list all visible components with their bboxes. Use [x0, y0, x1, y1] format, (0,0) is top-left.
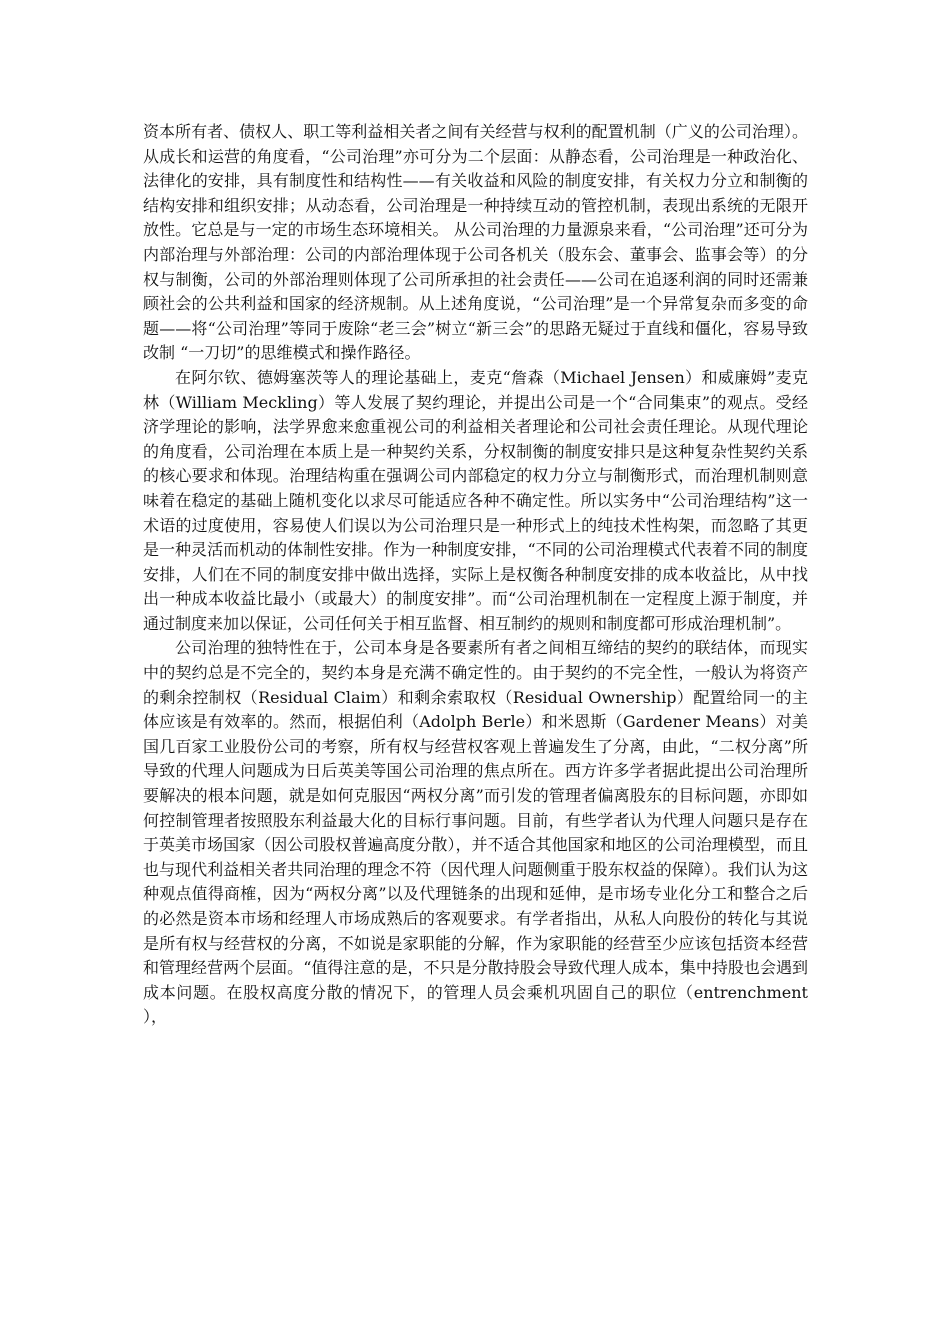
document-body: [143, 120, 808, 1030]
paragraph-1: 资本所有者、债权人、职工等利益相关者之间有关经营与权利的配置机制（广义的公司治理）。从成长和运营的角度看，“公司治理”亦可分为二个层面：从静态看，公司治理是一种政治化、法律化的安排，具有制度性和结构性——有关收益和风险的制度安排，有关权力分立和制衡的结构安排和组织安排；从动态看，公司治理是一种持续互动的管控机制，表现出系统的无限开放性。它总是与一定的市场生态环境相关。 从公司治理的力量源泉来看，“公司治理”还可分为内部治理与外部治理：公司的内部治理体现于公司各机关（股东会、董事会、监事会等）的分权与制衡，公司的外部治理则体现了公司所承担的社会责任——公司在追逐利润的同时还需兼顾社会的公共利益和国家的经济规制。从上述角度说，“公司治理”是一个异常复杂而多变的命题——将“公司治理”等同于废除“老三会”树立“新三会”的思路无疑过于直线和僵化，容易导致改制 “一刀切”的思维模式和操作路径。: [143, 122, 808, 363]
paragraph-2: 在阿尔钦、德姆塞茨等人的理论基础上，麦克“詹森（Michael Jensen）和威廉姆”麦克林（William Meckling）等人发展了契约理论，并提出公司是一个“合同集束”的观点。受经济学理论的影响，法学界愈来愈重视公司的利益相关者理论和公司社会责任理论。从现代理论的角度看，公司治理在本质上是一种契约关系，分权制衡的制度安排只是这种复杂性契约关系的核心要求和体现。治理结构重在强调公司内部稳定的权力分立与制衡形式，而治理机制则意味着在稳定的基础上随机变化以求尽可能适应各种不确定性。所以实务中“公司治理结构”这一术语的过度使用，容易使人们误以为公司治理只是一种形式上的纯技术性构架，而忽略了其更是一种灵活而机动的体制性安排。作为一种制度安排，“不同的公司治理模式代表着不同的制度安排，人们在不同的制度安排中做出选择，实际上是权衡各种制度安排的成本收益比，从中找出一种成本收益比最小（或最大）的制度安排”。而“公司治理机制在一定程度上源于制度，并通过制度来加以保证，公司任何关于相互监督、相互制约的规则和制度都可形成治理机制”。: [143, 367, 808, 633]
paragraph-3: 公司治理的独特性在于，公司本身是各要素所有者之间相互缔结的契约的联结体，而现实中的契约总是不完全的，契约本身是充满不确定性的。由于契约的不完全性，一般认为将资产的剩余控制权（Residual Claim）和剩余索取权（Residual Ownership）配置给同一的主体应该是有效率的。然而，根据伯利（Adolph Berle）和米恩斯（Gardener Means）对美国几百家工业股份公司的考察，所有权与经营权客观上普遍发生了分离，由此，“二权分离”所导致的代理人问题成为日后英美等国公司治理的焦点所在。西方许多学者据此提出公司治理所要解决的根本问题，就是如何克服因“两权分离”而引发的管理者偏离股东的目标问题，亦即如何控制管理者按照股东利益最大化的目标行事问题。目前，有些学者认为代理人问题只是存在于英美市场国家（因公司股权普遍高度分散），并不适合其他国家和地区的公司治理模型，而且也与现代利益相关者共同治理的理念不符（因代理人问题侧重于股东权益的保障）。我们认为这种观点值得商榷，因为“两权分离”以及代理链条的出现和延伸，是市场专业化分工和整合之后的必然是资本市场和经理人市场成熟后的客观要求。有学者指出，从私人向股份的转化与其说是所有权与经营权的分离，不如说是家职能的分解，作为家职能的经营至少应该包括资本经营和管理经营两个层面。“值得注意的是，不只是分散持股会导致代理人成本，集中持股也会遇到成本问题。在股权高度分散的情况下，的管理人员会乘机巩固自己的职位（entrenchment ），: [143, 638, 808, 1027]
